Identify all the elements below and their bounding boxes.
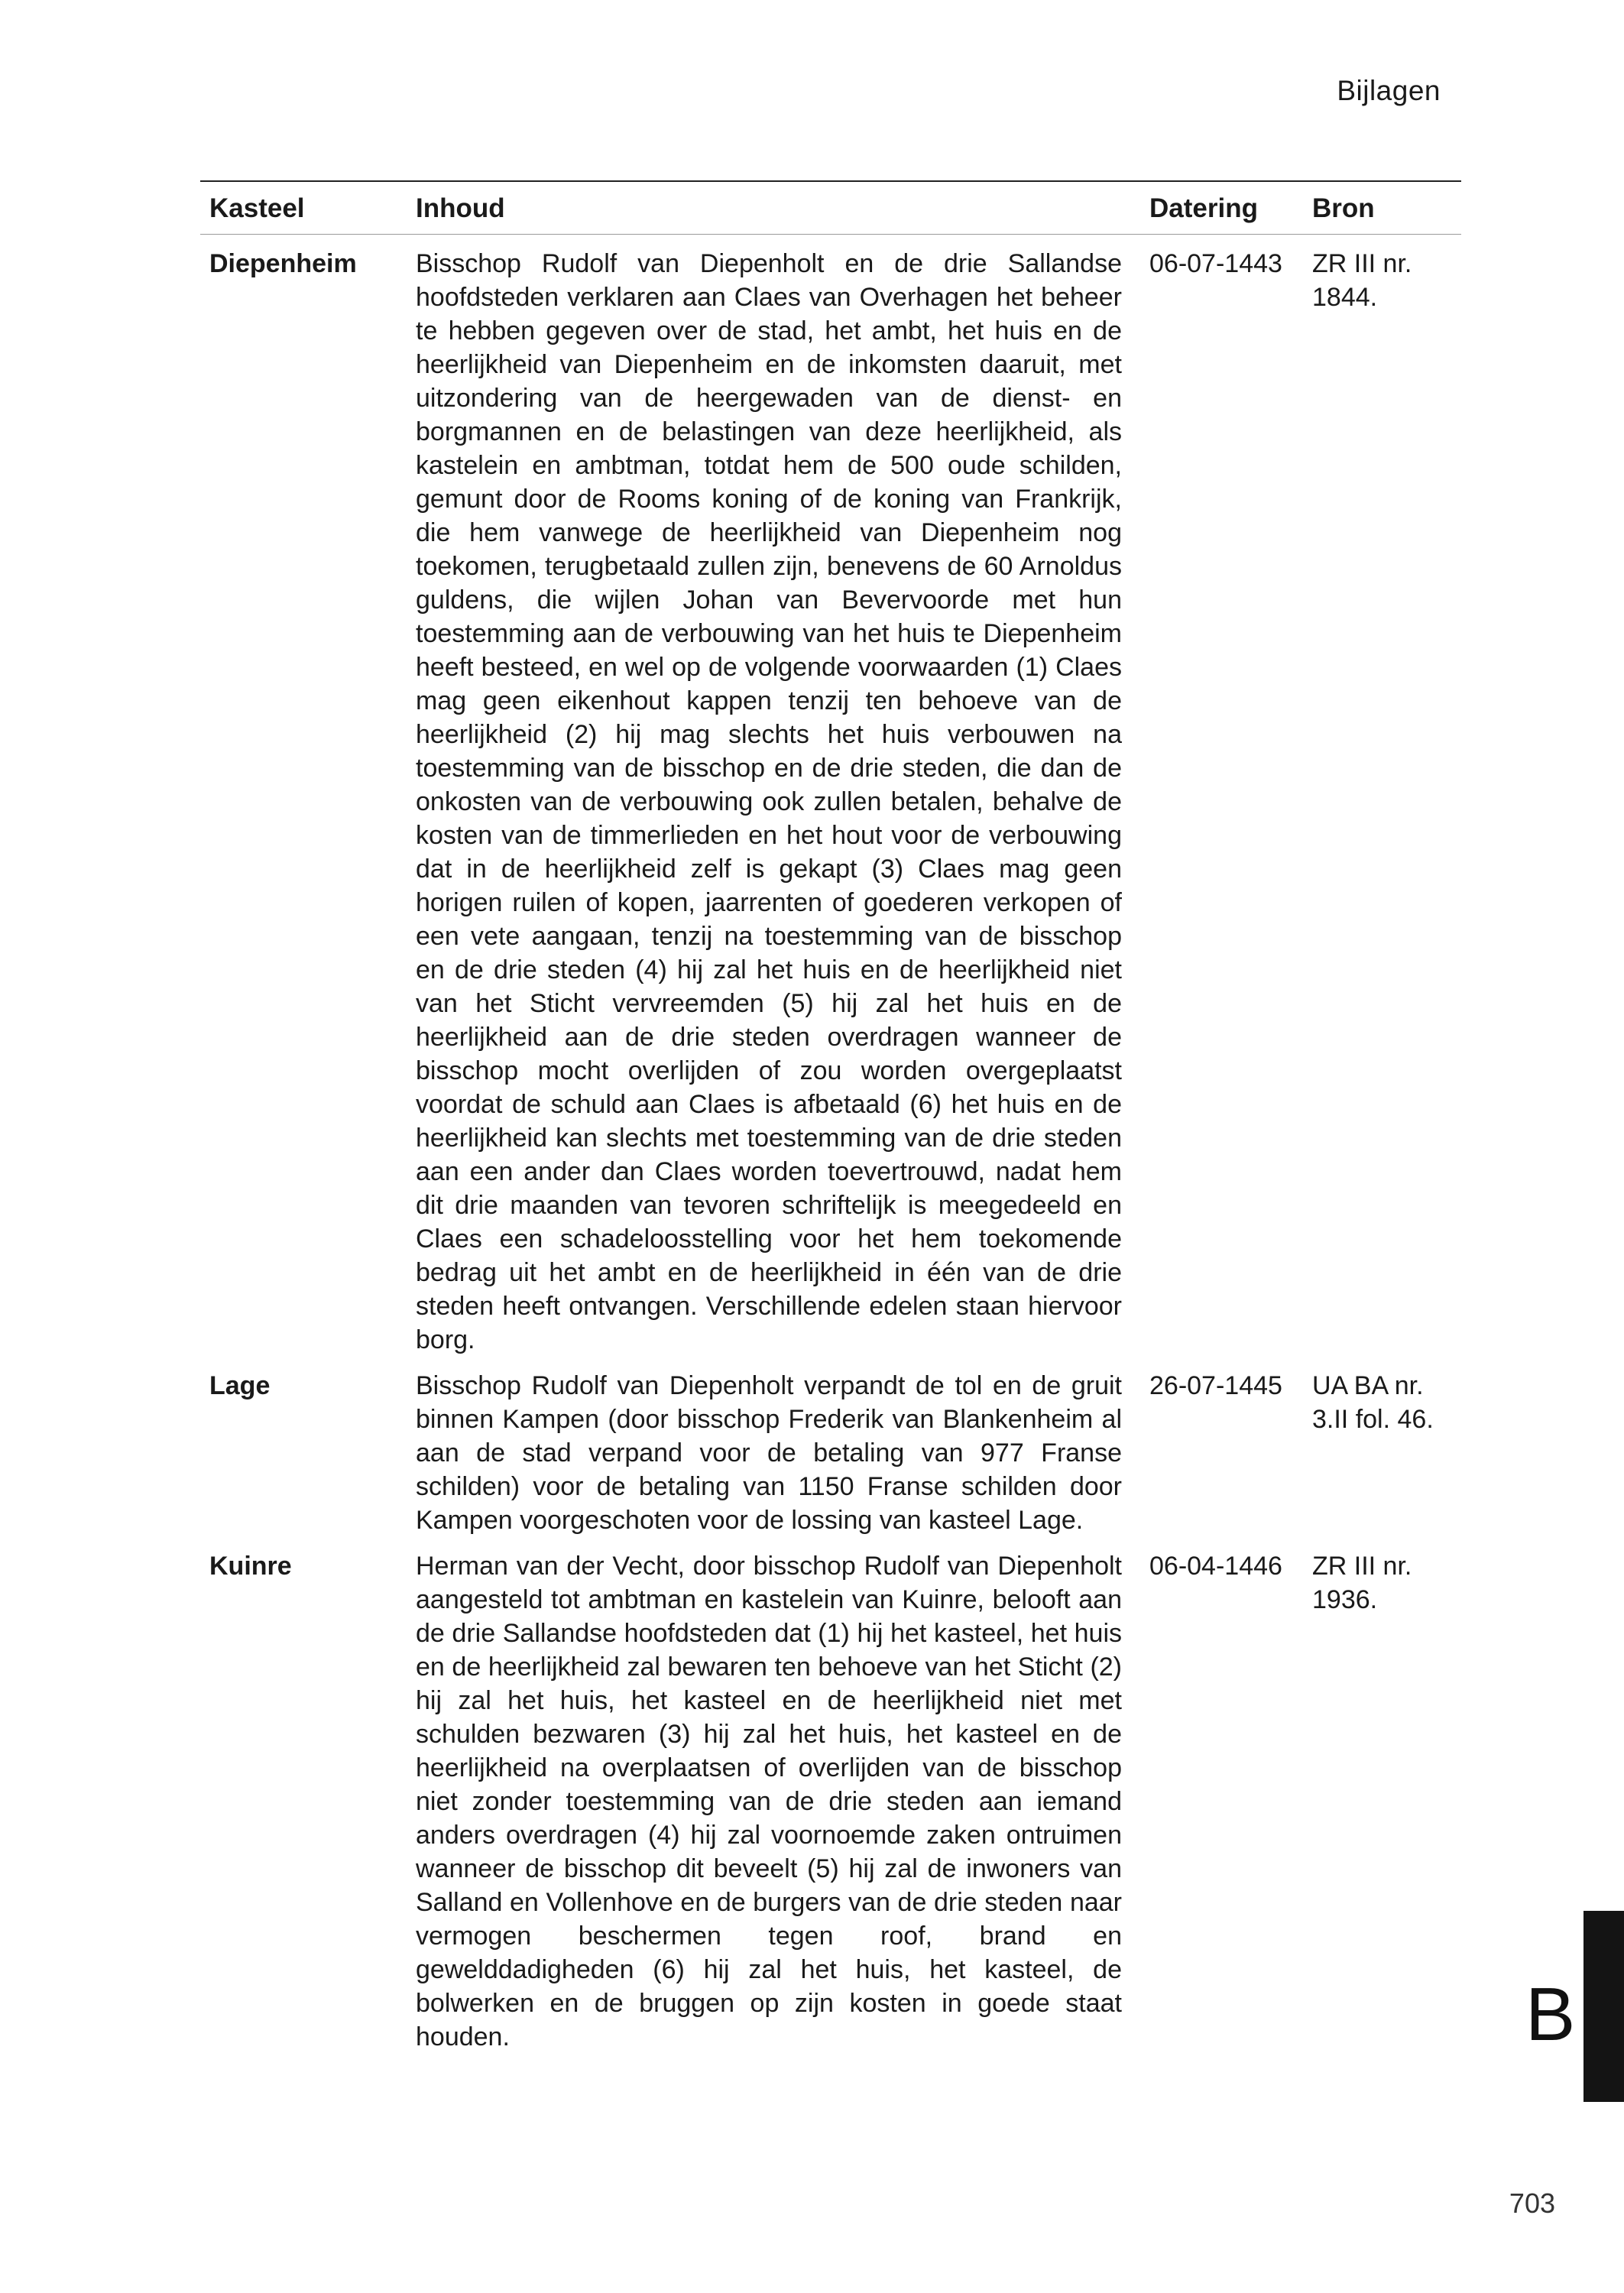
castle-name: Lage — [209, 1371, 271, 1400]
content-text: Bisschop Rudolf van Diepenholt en de drie Sallandse hoofdsteden verklaren aan Claes van Overhagen het beheer te hebben gegeven over de stad, het ambt, het huis en de heerlijkheid van Diepenheim en de inkomsten daaruit, met uitzondering van de heergewaden van de dienst- en borgmannen en de belastingen van deze heerlijkheid, als kastelein en ambtman, totdat hem de 500 oude schilden, gemunt door de Rooms koning of de koning van Frankrijk, die hem vanwege de heerlijkheid van Diepenheim nog toekomen, terugbetaald zullen zijn, benevens de 60 Arnoldus guldens, die wijlen Johan van Bevervoorde met hun toestemming aan de verbouwing van het huis te Diepenheim heeft besteed, en wel op de volgende voorwaarden (1) Claes mag geen eikenhout kappen tenzij ten behoeve van de heerlijkheid (2) hij mag slechts het huis verbouwen na toestemming van de bisschop en de drie steden, die dan de onkosten van de verbouwing ook zullen betalen, behalve de kosten van de timmerlieden en het hout voor de verbouwing dat in de heerlijkheid zelf is gekapt (3) Claes mag geen horigen ruilen of kopen, jaarrenten of goederen verkopen of een vete aangaan, tenzij na toestemming van de bisschop en de drie steden (4) hij zal het huis en de heerlijkheid niet van het Sticht vervreemden (5) hij zal het huis en de heerlijkheid aan de drie steden overdragen wanneer de bisschop mocht overlijden of zou worden overgeplaatst voordat de schuld aan Claes is afbetaald (6) het huis en de heerlijkheid kan slechts met toestemming van de drie steden aan een ander dan Claes worden toevertrouwd, nadat hem dit drie maanden van tevoren schriftelijk is meegedeeld en Claes een schadeloosstelling voor het hem toekomende bedrag uit het ambt en de heerlijkheid in één van de drie steden heeft ontvangen. Verschillende edelen staan hiervoor borg. — [416, 249, 1122, 1354]
table-header — [200, 180, 1461, 235]
running-header: Bijlagen — [1337, 75, 1441, 106]
content-text: Bisschop Rudolf van Diepenholt verpandt de tol en de gruit binnen Kampen (door bisschop Frederik van Blankenheim al aan de stad verpand voor de betaling van 977 Franse schilden) voor de betaling van 1150 Franse schilden door Kampen voorgeschoten voor de lossing van kasteel Lage. — [416, 1371, 1122, 1535]
column-header-inhoud: Inhoud — [416, 193, 505, 223]
page-number: 703 — [1509, 2188, 1555, 2219]
source-text: ZR III nr. 1844. — [1312, 249, 1412, 312]
column-header-datering: Datering — [1149, 193, 1258, 223]
table-row — [200, 1549, 1461, 2054]
column-header-kasteel: Kasteel — [209, 193, 305, 223]
castle-name: Kuinre — [209, 1552, 292, 1581]
source-text: UA BA nr. 3.II fol. 46. — [1312, 1371, 1434, 1434]
castle-table — [200, 180, 1461, 2054]
content-text: Herman van der Vecht, door bisschop Rudolf van Diepenholt aangesteld tot ambtman en kastelein van Kuinre, belooft aan de drie Sallandse hoofdsteden dat (1) hij het kasteel, het huis en de heerlijkheid zal bewaren ten behoeve van het Sticht (2) hij zal het huis, het kasteel en de heerlijkheid niet met schulden bezwaren (3) hij zal het huis, het kasteel en de heerlijkheid na overplaatsen of overlijden van de bisschop niet zonder toestemming van de drie steden aan iemand anders overdragen (4) hij zal voornoemde zaken ontruimen wanneer de bisschop dit beveelt (5) hij zal de inwoners van Salland en Vollenhove en de burgers van de drie steden naar vermogen beschermen tegen roof, brand en gewelddadigheden (6) hij zal het huis, het kasteel, de bolwerken en de bruggen op zijn kosten in goede staat houden. — [416, 1552, 1122, 2051]
date-text: 06-04-1446 — [1149, 1552, 1282, 1581]
table-row — [200, 1369, 1461, 1537]
date-text: 26-07-1445 — [1149, 1371, 1282, 1400]
table-row — [200, 247, 1461, 1357]
section-tab-marker — [1583, 1911, 1624, 2102]
column-header-bron: Bron — [1312, 193, 1375, 223]
source-text: ZR III nr. 1936. — [1312, 1552, 1412, 1614]
section-letter: B — [1525, 1972, 1576, 2056]
castle-name: Diepenheim — [209, 249, 357, 278]
date-text: 06-07-1443 — [1149, 249, 1282, 278]
